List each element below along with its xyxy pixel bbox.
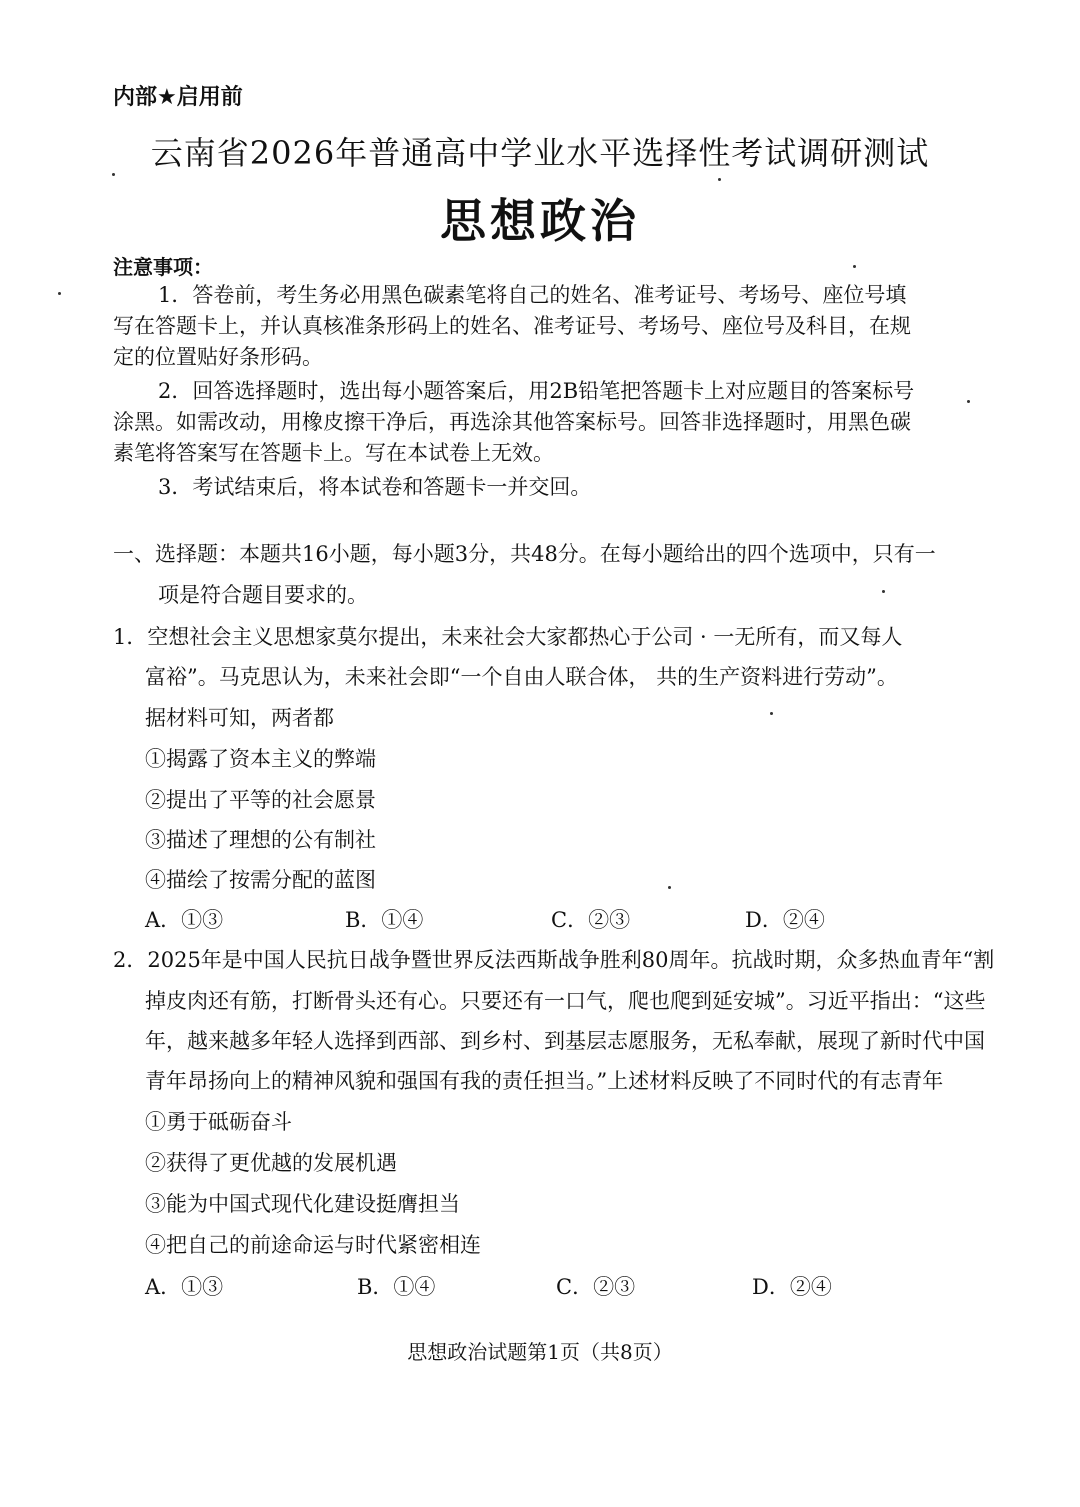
answer-option-a: A．①③ bbox=[145, 908, 224, 932]
note-line: 3．考试结束后，将本试卷和答题卡一并交回。 bbox=[158, 475, 592, 499]
note-line: 写在答题卡上，并认真核准条形码上的姓名、准考证号、考场号、座位号及科目，在规 bbox=[113, 314, 911, 338]
note-line: 1．答卷前，考生务必用黑色碳素笔将自己的姓名、准考证号、考场号、座位号填 bbox=[158, 283, 907, 307]
section-line: 一、选择题：本题共16小题，每小题3分，共48分。在每小题给出的四个选项中，只有一 bbox=[113, 542, 936, 566]
exam-title: 云南省2026年普通高中学业水平选择性考试调研测试 bbox=[150, 134, 930, 172]
scan-speck bbox=[58, 292, 61, 295]
question-stem-line: 掉皮肉还有筋，打断骨头还有心。只要还有一口气，爬也爬到延安城”。习近平指出：“这些 bbox=[145, 989, 986, 1013]
statement-item: ④把自己的前途命运与时代紧密相连 bbox=[145, 1233, 481, 1257]
statement-item: ①勇于砥砺奋斗 bbox=[145, 1110, 292, 1134]
scan-speck bbox=[112, 173, 115, 176]
question-stem-line: 富裕”。马克思认为，未来社会即“一个自由人联合体， 共的生产资料进行劳动”。 bbox=[145, 665, 898, 689]
answer-option-b: B．①④ bbox=[345, 908, 424, 932]
scan-speck bbox=[882, 590, 885, 593]
scan-speck bbox=[668, 886, 671, 889]
notes-heading: 注意事项： bbox=[113, 255, 213, 279]
statement-item: ③能为中国式现代化建设挺膺担当 bbox=[145, 1192, 460, 1216]
scan-speck bbox=[718, 178, 721, 181]
answer-option-c: C．②③ bbox=[556, 1275, 636, 1299]
scan-speck bbox=[853, 265, 856, 268]
statement-item: ②获得了更优越的发展机遇 bbox=[145, 1151, 397, 1175]
note-line: 定的位置贴好条形码。 bbox=[113, 345, 323, 369]
question-stem-line: 青年昂扬向上的精神风貌和强国有我的责任担当。”上述材料反映了不同时代的有志青年 bbox=[145, 1069, 944, 1093]
subject-title: 思想政治 bbox=[440, 194, 640, 248]
section-line: 项是符合题目要求的。 bbox=[158, 583, 368, 607]
note-line: 素笔将答案写在答题卡上。写在本试卷上无效。 bbox=[113, 441, 554, 465]
question-stem-line: 1．空想社会主义思想家莫尔提出，未来社会大家都热心于公司 · 一无所有，而又每人 bbox=[113, 625, 903, 649]
secret-label: 内部★启用前 bbox=[113, 85, 243, 110]
question-stem-line: 2．2025年是中国人民抗日战争暨世界反法西斯战争胜利80周年。抗战时期，众多热血青年“割 bbox=[113, 948, 995, 972]
statement-item: ①揭露了资本主义的弊端 bbox=[145, 747, 376, 771]
scan-speck bbox=[967, 400, 970, 403]
statement-item: ②提出了平等的社会愿景 bbox=[145, 788, 376, 812]
answer-option-b: B．①④ bbox=[357, 1275, 436, 1299]
note-line: 2．回答选择题时，选出每小题答案后，用2B铅笔把答题卡上对应题目的答案标号 bbox=[158, 379, 915, 403]
answer-option-c: C．②③ bbox=[551, 908, 631, 932]
page-footer: 思想政治试题第1页（共8页） bbox=[407, 1340, 673, 1364]
statement-item: ④描绘了按需分配的蓝图 bbox=[145, 868, 376, 892]
answer-option-d: D．②④ bbox=[752, 1275, 832, 1299]
answer-option-a: A．①③ bbox=[145, 1275, 224, 1299]
scan-speck bbox=[770, 712, 773, 715]
answer-option-d: D．②④ bbox=[745, 908, 825, 932]
note-line: 涂黑。如需改动，用橡皮擦干净后，再选涂其他答案标号。回答非选择题时，用黑色碳 bbox=[113, 410, 911, 434]
question-stem-line: 据材料可知，两者都 bbox=[145, 706, 334, 730]
question-stem-line: 年，越来越多年轻人选择到西部、到乡村、到基层志愿服务，无私奉献，展现了新时代中国 bbox=[145, 1029, 985, 1053]
statement-item: ③描述了理想的公有制社 bbox=[145, 828, 376, 852]
